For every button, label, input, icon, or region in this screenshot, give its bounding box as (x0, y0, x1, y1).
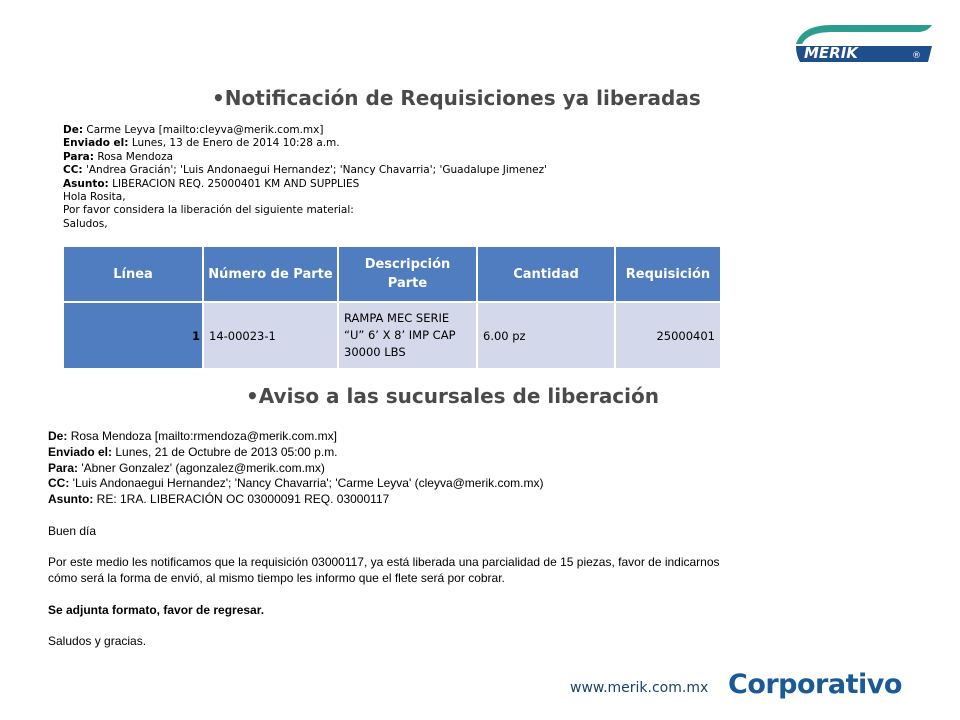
cell-descripcion: RAMPA MEC SERIE “U” 6’ X 8’ IMP CAP 30000 LBS (338, 302, 477, 368)
email-to-line: Para: 'Abner Gonzalez' (agonzalez@merik.com.mx) (48, 460, 325, 475)
table-row (64, 302, 720, 368)
email-sent-line: Enviado el: Lunes, 21 de Octubre de 2013 05:00 p.m. (48, 444, 338, 459)
email-aviso (48, 429, 918, 650)
email-from-line: De: Rosa Mendoza [mailto:rmendoza@merik.com.mx] (48, 429, 337, 443)
email-cc-line: CC: 'Luis Andonaegui Hernandez'; 'Nancy Chavarria'; 'Carme Leyva' (cleyva@merik.com.mx) (48, 476, 544, 491)
section-title-notificacion: •Notificación de Requisiciones ya liberadas (212, 86, 701, 110)
requisition-table (64, 247, 720, 368)
email-sent-line: Enviado el: Lunes, 13 de Enero de 2014 10:28 a.m. (63, 137, 340, 150)
email-greeting: Buen día (48, 523, 97, 538)
cell-cantidad: 6.00 pz (477, 302, 615, 368)
header-descripcion: Descripción Parte (338, 247, 477, 302)
header-linea: Línea (64, 247, 203, 302)
email-from-line: De: Carme Leyva [mailto:cleyva@merik.com.mx] (63, 124, 324, 136)
logo-reg-mark: ® (912, 51, 921, 61)
email-body-line: Saludos, (63, 217, 108, 230)
cell-numero-parte: 14-00023-1 (203, 302, 338, 368)
section-title-aviso: •Aviso a las sucursales de liberación (246, 384, 659, 408)
table-header-row (64, 247, 720, 302)
email-attachment-note: Se adjunta formato, favor de regresar. (48, 602, 265, 617)
cell-linea: 1 (64, 302, 203, 368)
footer-corporativo: Corporativo (728, 669, 902, 700)
email-body-line: cómo será la forma de envió, al mismo tiempo les informo que el flete será por cobrar. (48, 571, 505, 586)
cell-requisicion: 25000401 (615, 302, 720, 368)
email-subject-line: Asunto: RE: 1RA. LIBERACIÓN OC 03000091 REQ. 03000117 (48, 492, 390, 507)
footer-website: www.merik.com.mx (570, 680, 709, 696)
email-subject-line: Asunto: LIBERACION REQ. 25000401 KM AND SUPPLIES (63, 177, 360, 190)
email-body-line: Por favor considera la liberación del siguiente material: (63, 204, 354, 217)
email-body-line: Por este medio les notificamos que la requisición 03000117, ya está liberada una parcialidad de 15 piezas, favor de indicarnos (48, 555, 720, 570)
header-numero-parte: Número de Parte (203, 247, 338, 302)
merik-logo (792, 22, 936, 64)
email-to-line: Para: Rosa Mendoza (63, 150, 174, 163)
email-closing: Saludos y gracias. (48, 634, 147, 649)
email-notificacion (63, 124, 743, 231)
email-cc-line: CC: 'Andrea Gracián'; 'Luis Andonaegui Hernandez'; 'Nancy Chavarria'; 'Guadalupe Jimenez' (63, 164, 547, 177)
header-requisicion: Requisición (615, 247, 720, 302)
header-cantidad: Cantidad (477, 247, 615, 302)
logo-text: MERIK (804, 44, 858, 62)
email-body-line: Hola Rosita, (63, 191, 126, 204)
